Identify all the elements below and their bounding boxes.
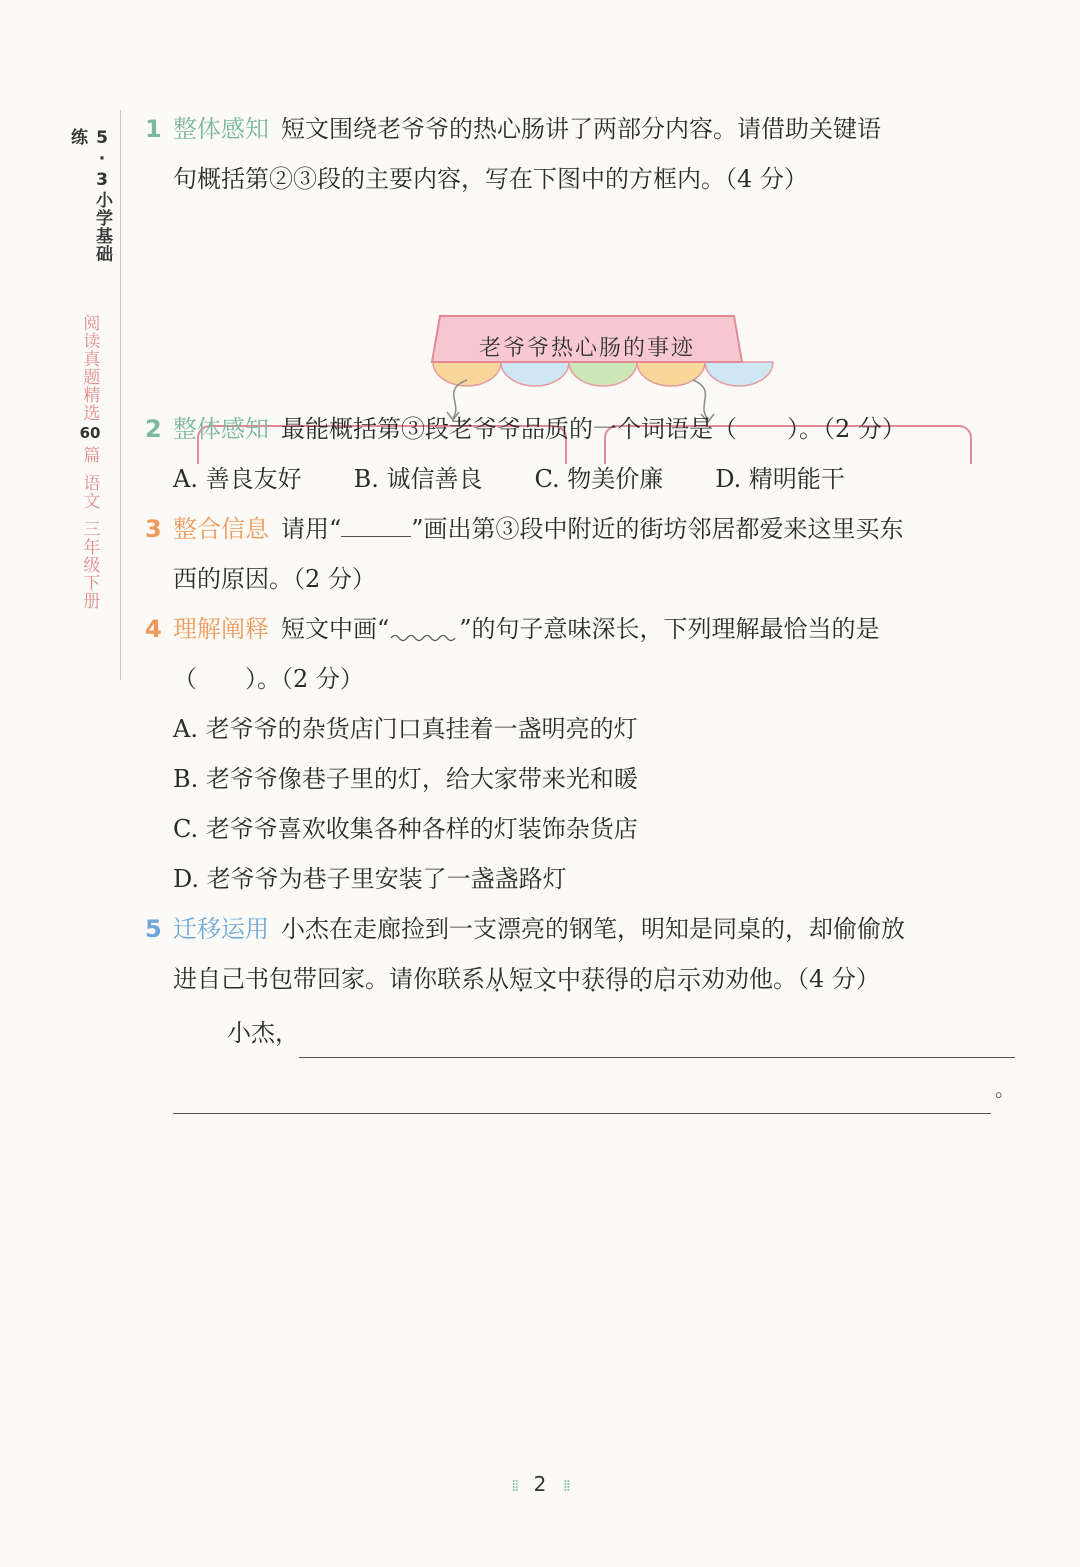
page-number-footer xyxy=(0,1472,1080,1496)
question-text-cont: 西的原因。（2 分） xyxy=(173,565,376,593)
question-text-a: 最能概括第③段老爷爷品质的一个词语是（ xyxy=(281,415,737,443)
diagram-title: 老爷爷热心肠的事迹 xyxy=(478,336,695,361)
question-text-b: ）。（2 分） xyxy=(787,415,906,443)
emphasis-char: 中 xyxy=(557,965,581,993)
question-4 xyxy=(145,604,1015,904)
question-5 xyxy=(145,904,1015,1114)
question-tag: 理解阐释 xyxy=(173,615,269,643)
wavy-line-mark xyxy=(389,615,459,637)
emphasis-char: 启 xyxy=(653,965,677,993)
series-part1: 阅读真题精选 xyxy=(79,314,100,422)
text-part: 劝劝他。（4 分） xyxy=(701,965,880,993)
underline-mark xyxy=(341,514,411,537)
question-3 xyxy=(145,504,1015,604)
question-sheet xyxy=(145,104,1015,1114)
option-c[interactable]: C. 物美价廉 xyxy=(534,465,664,493)
emphasis-char: 示 xyxy=(677,965,701,993)
question-tag: 整合信息 xyxy=(173,515,269,543)
salutation: 小杰， xyxy=(227,1019,299,1047)
sidebar-divider xyxy=(106,110,121,680)
question-number: 1 xyxy=(145,115,162,143)
end-mark: 。 xyxy=(995,1077,1015,1101)
question-number: 4 xyxy=(145,615,162,643)
option-b[interactable]: B. 老爷爷像巷子里的灯，给大家带来光和暖 xyxy=(173,765,638,793)
page-deco-right: ⁞⁞ xyxy=(562,1476,569,1495)
option-a[interactable]: A. 善良友好 xyxy=(173,465,302,493)
question-tag: 整体感知 xyxy=(173,115,269,143)
emphasis-char: 文 xyxy=(533,965,557,993)
emphasis-char: 的 xyxy=(629,965,653,993)
page-deco-left: ⁞⁞ xyxy=(511,1476,518,1495)
question-text-cont: 句概括第②③段的主要内容，写在下图中的方框内。（4 分） xyxy=(173,165,808,193)
subject-label: 语文 xyxy=(79,473,100,510)
option-b[interactable]: B. 诚信善良 xyxy=(353,465,483,493)
answer-line-2-row xyxy=(145,1064,1015,1114)
emphasis-char: 获 xyxy=(581,965,605,993)
series-label xyxy=(80,314,101,610)
sidebar xyxy=(67,128,112,610)
option-c[interactable]: C. 老爷爷喜欢收集各种各样的灯装饰杂货店 xyxy=(173,815,638,843)
page-number: 2 xyxy=(533,1472,547,1496)
option-d[interactable]: D. 精明能干 xyxy=(715,465,845,493)
question-text-cont xyxy=(145,954,1015,1004)
question-number: 2 xyxy=(145,415,162,443)
question-text-cont: （ ）。（2 分） xyxy=(173,665,364,693)
option-a[interactable]: A. 老爷爷的杂货店门口真挂着一盏明亮的灯 xyxy=(173,715,638,743)
series-part2: 篇 xyxy=(79,445,100,464)
question-tag: 整体感知 xyxy=(173,415,269,443)
options xyxy=(145,454,1015,504)
series-number: 60 xyxy=(79,424,101,442)
question-text: 短文围绕老爷爷的热心肠讲了两部分内容。请借助关键语 xyxy=(281,115,881,143)
text-part: 进自己书包带回家。请你联系 xyxy=(173,965,485,993)
brand-label: 5·3小学基础练 xyxy=(67,128,112,263)
emphasis-char: 短 xyxy=(509,965,533,993)
answer-line-1[interactable] xyxy=(299,1023,1015,1058)
question-text-a: 短文中画“ xyxy=(281,615,390,643)
option-d[interactable]: D. 老爷爷为巷子里安装了一盏盏路灯 xyxy=(173,865,567,893)
question-number: 3 xyxy=(145,515,162,543)
question-text-a: 请用“ xyxy=(281,515,342,543)
question-tag: 迁移运用 xyxy=(173,915,269,943)
grade-label: 三年级下册 xyxy=(79,519,100,610)
question-2 xyxy=(145,404,1015,504)
emphasis-char: 得 xyxy=(605,965,629,993)
emphasis-dotted-text xyxy=(485,965,701,993)
answer-line-2[interactable] xyxy=(173,1079,991,1114)
emphasis-char: 从 xyxy=(485,965,509,993)
question-text: 小杰在走廊捡到一支漂亮的钢笔，明知是同桌的，却偷偷放 xyxy=(281,915,905,943)
answer-line-1-row xyxy=(145,1008,1015,1058)
question-text-b: ”画出第③段中附近的街坊邻居都爱来这里买东 xyxy=(411,515,904,543)
question-text-b: ”的句子意味深长，下列理解最恰当的是 xyxy=(459,615,880,643)
question-number: 5 xyxy=(145,915,162,943)
